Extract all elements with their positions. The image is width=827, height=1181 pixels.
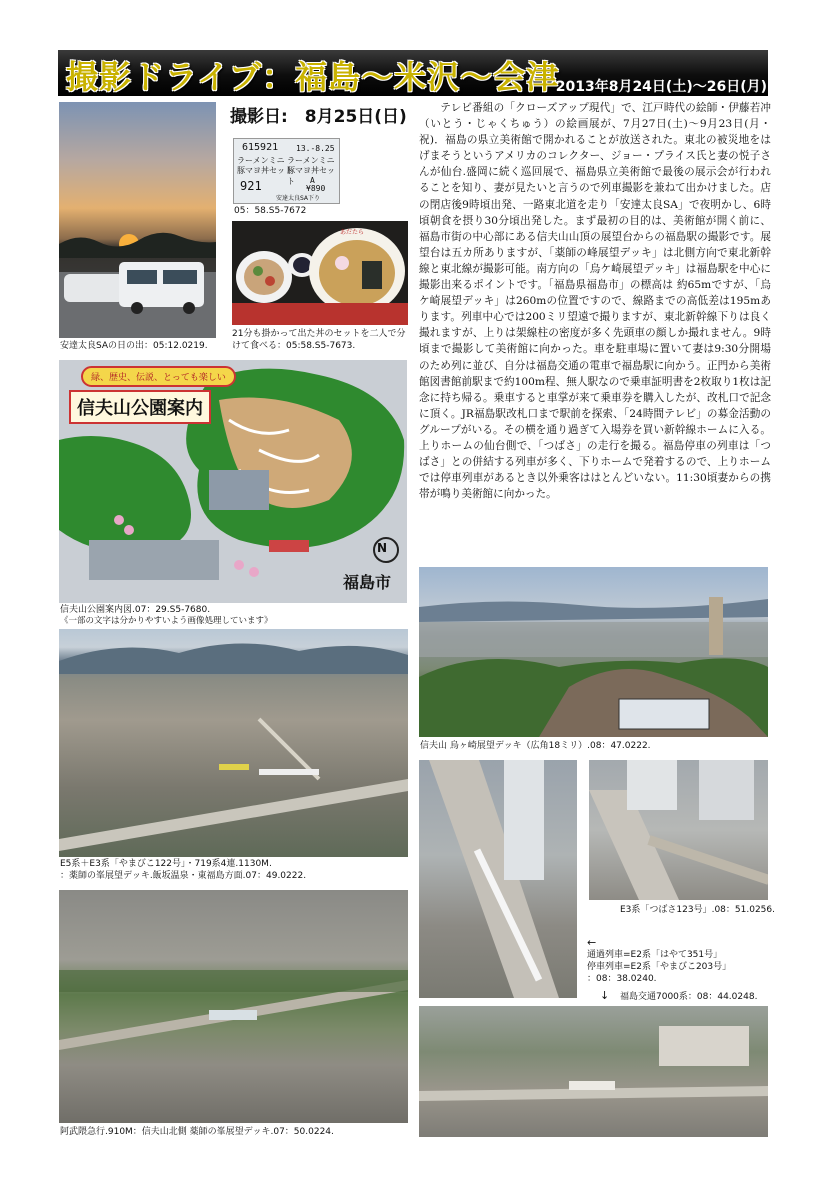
tsubasa-caption: E3系「つばさ123号」.08：51.0256. [620,905,775,915]
tsubasa-photo [589,760,768,900]
e5-caption: E5系＋E3系「やまびこ122号」・719系4連.1130M. [60,859,272,869]
ticket-item2-repeat: 豚マヨ丼セット [287,166,335,186]
ticket-number: 615921 [242,142,279,153]
ticket-price: ¥890 [306,184,326,193]
ticket-date: 13.-8.25 [296,144,335,153]
ramen-sign: あだたら [340,229,365,236]
karasugasaki-photo [419,567,768,737]
passing-caption: 通過列車=E2系「はやて351号」 [587,950,723,960]
ticket-code: 921 [240,179,262,193]
passing-arrow: ← [587,936,597,949]
page-title: 撮影ドライブ：福島〜米沢〜会津 [66,58,560,96]
park-map-title: 信夫山公園案内 [69,390,211,424]
fukushima-caption: 福島交通7000系：08：44.0248. [620,992,758,1002]
date-range: 2013年8月24日(土)〜26日(月) [555,79,767,95]
park-map [59,360,407,603]
park-map-city: 福島市 [343,573,392,592]
ticket-item1: ラーメンミニ [237,156,285,165]
e5-panorama-photo [59,629,408,857]
ticket-item2: 豚マヨ丼セット [237,166,293,175]
fukushima-kotsu-photo [419,1006,768,1137]
fukushima-station-photo [419,760,577,998]
karasugasaki-caption: 信夫山 烏ヶ崎展望デッキ（広角18ミリ）.08：47.0222. [420,741,651,751]
e5-caption-2: ：薬師の峯展望デッキ.飯坂温泉・東福島方面.07：49.0222. [60,871,307,881]
ticket-caption: 05：58.S5-7672 [234,206,307,216]
meal-ticket [233,138,340,204]
abukuma-photo [59,890,408,1123]
ticket-mark: A [310,176,315,185]
sunrise-photo [59,102,216,338]
abukuma-caption: 阿武隈急行.910M：信夫山北側 薬師の峯展望デッキ.07：50.0224. [60,1127,334,1137]
park-slogan: 緑、歴史、伝説、とっても楽しい [81,366,236,387]
sunrise-caption: 安達太良SAの日の出：05:12.0219. [60,341,208,351]
meal-caption: 21分も掛かって出た丼のセットを二人で分けて食べる：05:58.S5-7673. [232,329,406,351]
ticket-issuer: 安達太良SA下り [276,195,321,202]
article-body: テレビ番組の「クローズアップ現代」で、江戸時代の絵師・伊藤若冲（いとう・じゃくちゅう）の絵画展が、7月27日(土)〜9月23日(月・祝)．福島の県立美術館で開かれることが放送された。東北の被災地をはげまそうというアメリカのコレクター、ジョー・プライス氏と妻の悦子さんが仙台.盛岡に続く巡回展で、福島県立美術館で最後の展示会が行われることを知り、妻が見たいと言うので列車撮影を兼ねて出かけました。店の閉店後9時頃出発、一路東北道を走り「安達太良SA」で夜明かし、6時頃朝食を摂り30分頃出発した。まず最初の目的は、美術館が開く前に、福島市街の中心部にある信夫山山頂の展望台からの福島駅の撮影です。展望台は五カ所ありますが、「薬師の峰展望デッキ」は北側方向で東北新幹線と東北線が撮影可能。南方向の「烏ケ崎展望デッキ」は福島駅を中心に撮影出来るポイントです。「福島県福島市」の標高は 約65mですが、「烏ケ崎展望デッキ」は260mの位置ですので、線路までの高低差は195mあります。列車中心では200ミリ望遠で撮りますが、東北新幹線下りは良く撮れますが、上りは架線柱の密度が多く先頭車の顔しか撮れません。9時頃まで撮影して美術館に向かった。車を駐車場に置いて妻は9:30分開場のため列に並び、自分は福島交通の電車で福島駅に向かう。正門から美術館図書館前駅まで約100m程、無人駅なので乗車証明書を2枚取り1枚は記念に持ち帰る。乗車すると車掌が来て乗車券を購入したが、改札口で記念に頂く。JR福島駅改札口まで駅前を探索、「24時間テレビ」の募金活動のグループがいる。その横を通り過ぎて入場券を買い新幹線ホームに入る。上りホームの仙台側で、「つばさ」の走行を撮る。福島停車の列車は「つばさ」との併結する列車が多く、下りホームで発着するので、上りホームでは停車列車があるとき以外乗客ははとんどいない。11:30頃妻からの携帯が鳴り美術館に向かった。 [419,102,771,501]
stopping-caption: 停車列車=E2系「やまびこ203号」 [587,962,732,972]
compass-north: N [377,541,388,555]
passing-time-caption: ：08：38.0240. [587,974,657,984]
shoot-date: 撮影日: 8月25日(日) [230,107,407,127]
ticket-item1-repeat: ラーメンミニ [287,156,335,165]
park-map-note: 《一部の文字は分かりやすいよう画像処理しています》 [60,616,273,626]
meal-photo [232,221,408,325]
fukushima-arrow: ↓ [600,989,610,1002]
park-map-caption: 信夫山公園案内図.07：29.S5-7680. [60,605,211,615]
